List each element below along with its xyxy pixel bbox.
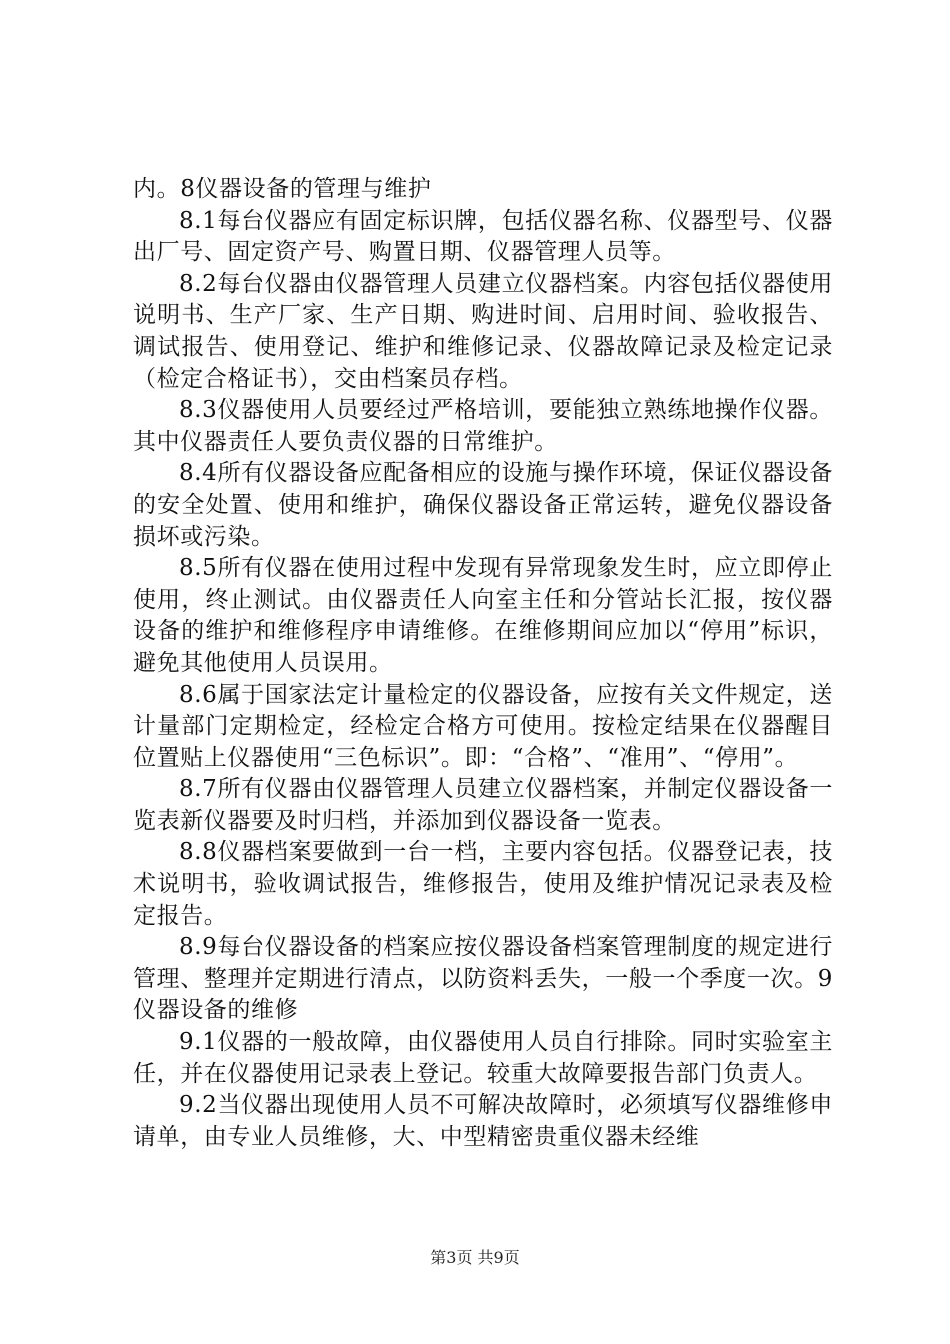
paragraph-8-6: 8.6属于国家法定计量检定的仪器设备，应按有关文件规定，送计量部门定期检定，经检定合格方可使用。按检定结果在仪器醒目位置贴上仪器使用“三色标识”。即：“合格”、“准用”、“停用”。 — [133, 681, 833, 771]
document-body — [133, 174, 833, 1153]
paragraph-9-2: 9.2当仪器出现使用人员不可解决故障时，必须填写仪器维修申请单，由专业人员维修，大、中型精密贵重仪器未经维 — [133, 1092, 833, 1150]
paragraph-8-4: 8.4所有仪器设备应配备相应的设施与操作环境，保证仪器设备的安全处置、使用和维护，确保仪器设备正常运转，避免仪器设备损坏或污染。 — [133, 460, 833, 550]
paragraph-8-1: 8.1每台仪器应有固定标识牌，包括仪器名称、仪器型号、仪器出厂号、固定资产号、购置日期、仪器管理人员等。 — [133, 207, 833, 266]
paragraph-8-8: 8.8仪器档案要做到一台一档，主要内容包括。仪器登记表，技术说明书，验收调试报告，维修报告，使用及维护情况记录表及检定报告。 — [133, 839, 833, 929]
paragraph-8-5: 8.5所有仪器在使用过程中发现有异常现象发生时，应立即停止使用，终止测试。由仪器责任人向室主任和分管站长汇报，按仪器设备的维护和维修程序申请维修。在维修期间应加以“停用”标识，避免其他使用人员误用。 — [133, 555, 833, 676]
page-number: 第3页 共9页 — [430, 1248, 520, 1267]
paragraph-continuation: 内。8仪器设备的管理与维护 — [133, 176, 432, 202]
page-footer — [0, 1245, 950, 1268]
paragraph-9-1: 9.1仪器的一般故障，由仪器使用人员自行排除。同时实验室主任，并在仪器使用记录表上登记。较重大故障要报告部门负责人。 — [133, 1029, 833, 1087]
paragraph-8-7: 8.7所有仪器由仪器管理人员建立仪器档案，并制定仪器设备一览表新仪器要及时归档，并添加到仪器设备一览表。 — [133, 776, 833, 834]
paragraph-8-2: 8.2每台仪器由仪器管理人员建立仪器档案。内容包括仪器使用说明书、生产厂家、生产日期、购进时间、启用时间、验收报告、调试报告、使用登记、维护和维修记录、仪器故障记录及检定记录（检定合格证书），交由档案员存档。 — [133, 270, 833, 392]
paragraph-8-9: 8.9每台仪器设备的档案应按仪器设备档案管理制度的规定进行管理、整理并定期进行清点，以防资料丢失，一般一个季度一次。9仪器设备的维修 — [133, 934, 833, 1024]
paragraph-8-3: 8.3仪器使用人员要经过严格培训，要能独立熟练地操作仪器。其中仪器责任人要负责仪器的日常维护。 — [133, 397, 833, 455]
